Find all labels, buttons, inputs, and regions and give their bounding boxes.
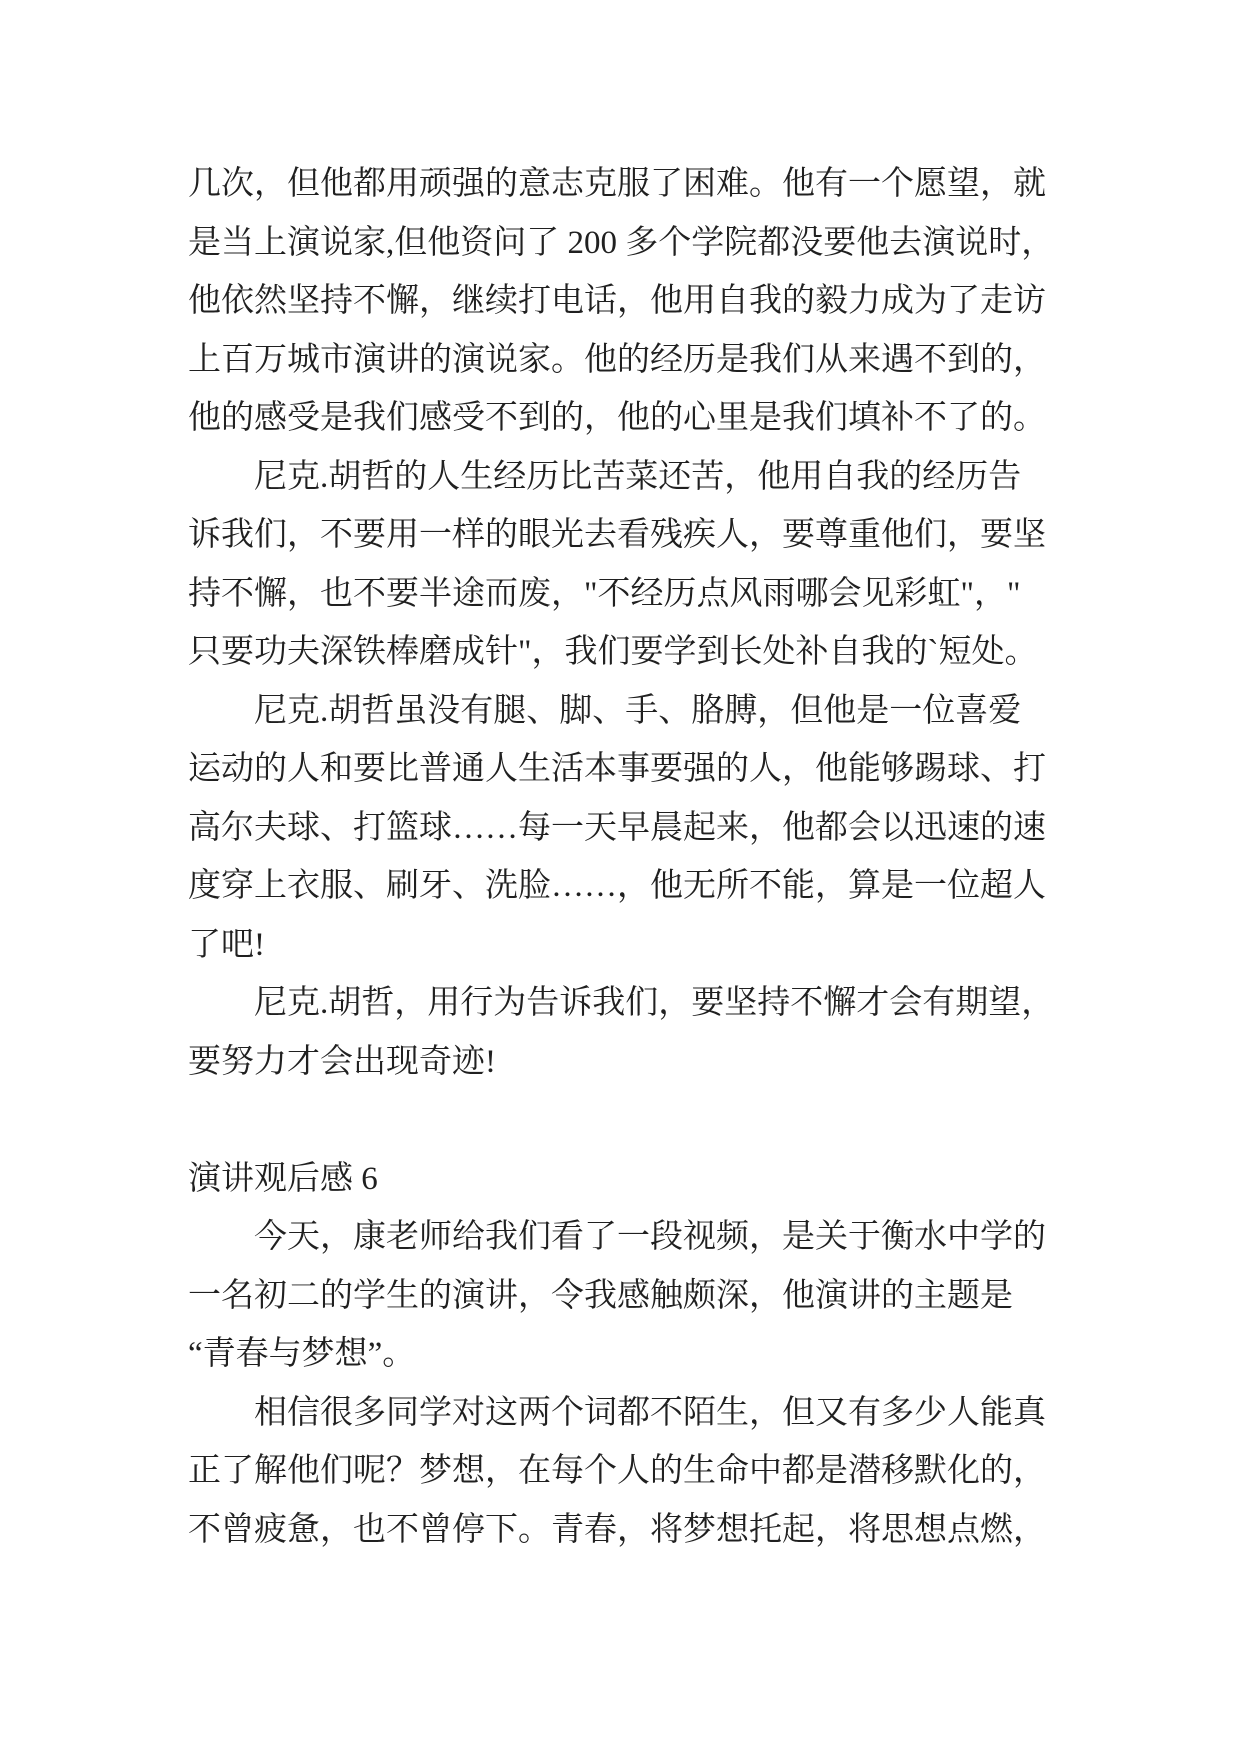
text-line: 尼克.胡哲虽没有腿、脚、手、胳膊，但他是一位喜爱 — [254, 692, 1022, 729]
text-line: 他的感受是我们感受不到的，他的心里是我们填补不了的。 — [188, 400, 1046, 436]
text-line: 正了解他们呢？梦想，在每个人的生命中都是潜移默化的， — [188, 1453, 1046, 1489]
text-line: 是当上演说家,但他资问了 200 多个学院都没要他去演说时， — [188, 224, 1055, 261]
heading-line: 演讲观后感 6 — [188, 1160, 378, 1197]
text-line: 尼克.胡哲，用行为告诉我们，要坚持不懈才会有期望， — [254, 985, 1055, 1021]
text-line: 了吧! — [188, 926, 265, 963]
section-heading — [188, 1150, 1044, 1209]
document-text — [188, 155, 1055, 1559]
text-line: 高尔夫球、打篮球……每一天早晨起来，他都会以迅速的速 — [188, 809, 1046, 846]
paragraph — [188, 1384, 1044, 1560]
text-line: 度穿上衣服、刷牙、洗脸……，他无所不能，算是一位超人 — [188, 868, 1046, 904]
paragraph — [188, 448, 1044, 682]
paragraph — [188, 974, 1055, 1091]
text-line: “青春与梦想”。 — [188, 1336, 416, 1372]
text-line: 相信很多同学对这两个词都不陌生，但又有多少人能真 — [254, 1394, 1046, 1431]
text-line: 只要功夫深铁棒磨成针"，我们要学到长处补自我的`短处。 — [188, 634, 1038, 670]
text-line: 持不懈，也不要半途而废，"不经历点风雨哪会见彩虹"，" — [188, 575, 1021, 612]
blank-line — [188, 1091, 1044, 1150]
text-line: 运动的人和要比普通人生活本事要强的人，他能够踢球、打 — [188, 751, 1046, 787]
paragraph — [188, 155, 1055, 448]
paragraph — [188, 1208, 1044, 1384]
paragraph — [188, 682, 1044, 975]
text-line: 要努力才会出现奇迹! — [188, 1043, 496, 1080]
text-line: 他依然坚持不懈，继续打电话，他用自我的毅力成为了走访 — [188, 283, 1046, 319]
text-line: 诉我们，不要用一样的眼光去看残疾人，要尊重他们，要坚 — [188, 517, 1046, 553]
text-line: 几次，但他都用顽强的意志克服了困难。他有一个愿望，就 — [188, 166, 1046, 202]
text-line: 不曾疲惫，也不曾停下。青春，将梦想托起，将思想点燃， — [188, 1511, 1046, 1548]
text-line: 尼克.胡哲的人生经历比苦菜还苦，他用自我的经历告 — [254, 458, 1022, 495]
text-line: 一名初二的学生的演讲，令我感触颇深，他演讲的主题是 — [188, 1277, 1013, 1314]
text-line: 今天，康老师给我们看了一段视频，是关于衡水中学的 — [254, 1219, 1046, 1255]
text-line: 上百万城市演讲的演说家。他的经历是我们从来遇不到的， — [188, 341, 1046, 378]
